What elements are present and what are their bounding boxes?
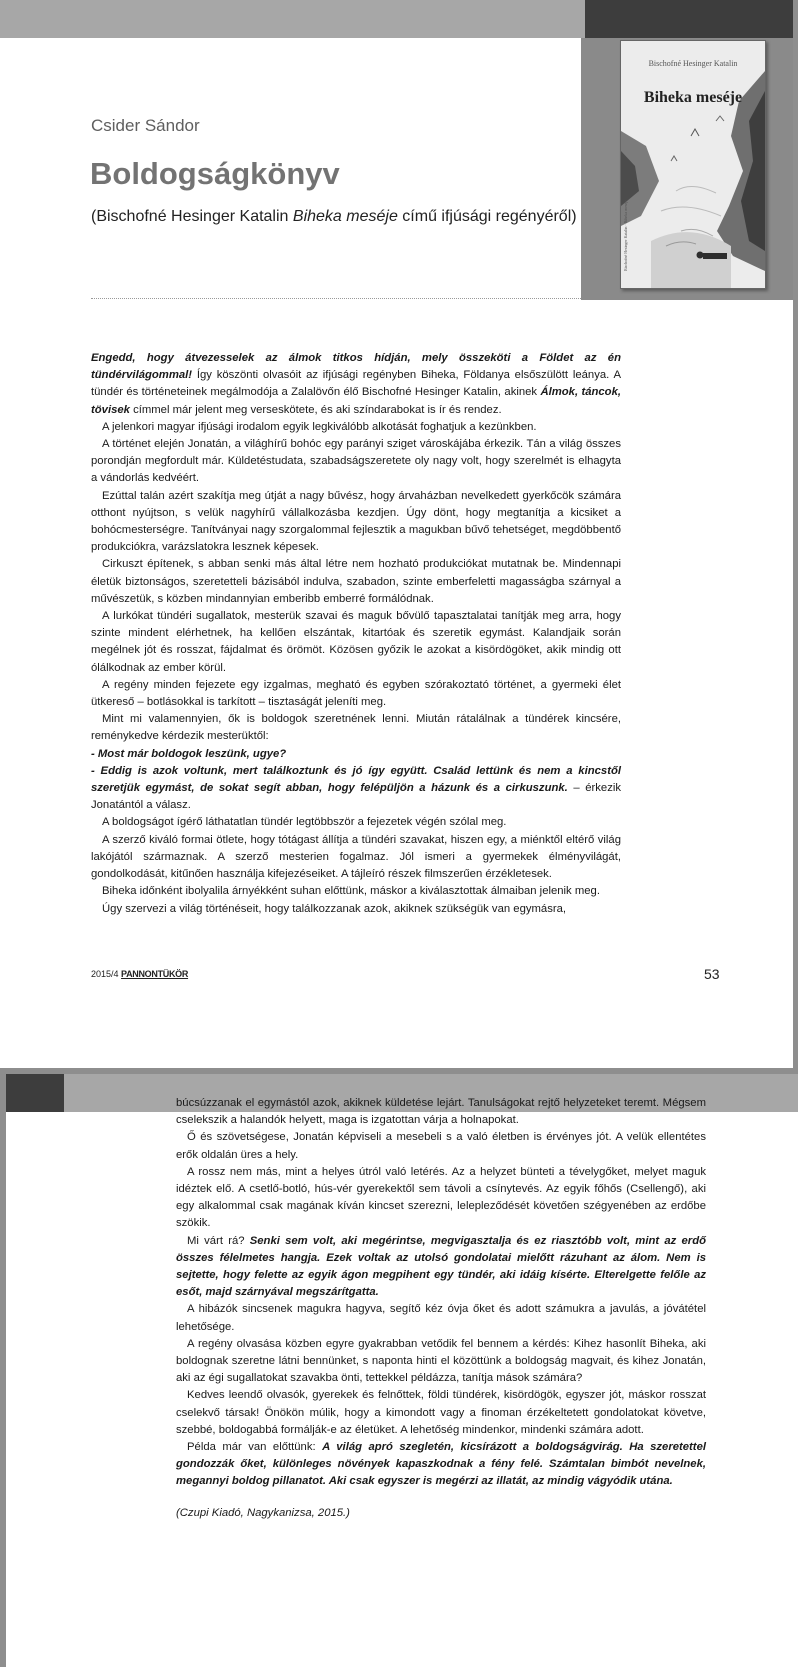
text-run: Ő és szövetségese, Jonatán képviseli a mesebeli s a való életben is érvényes jót. A velük ellentétes erők oldalán üres a hely.	[176, 1131, 706, 1161]
paragraph	[91, 711, 621, 745]
footer	[91, 969, 188, 979]
paragraph	[176, 1095, 706, 1129]
emphasis-text: Senki sem volt, aki megérintse, megvigasztalja és ez riasztóbb volt, mint az erdő összes félelmetes hangja. Ezek voltak az utolsó gondolatai mielőtt rázuhant az álom. Nem is sejtette, hogy felette az egyik ágon megpihent egy tündér, aki idáig kísérte. Elterelgette felőle az esőt, majd szárnyával megszárítgatta.	[176, 1234, 706, 1299]
paragraph	[176, 1129, 706, 1163]
cover-spine-text	[623, 171, 631, 271]
text-run: – érkezik Jonatántól a válasz.	[91, 782, 622, 812]
text-run: A lurkókat tündéri sugallatok, mesterük szavai és maguk bővülő tapasztalatai tanítják meg arra, hogy szinte mindent elérhetnek, ha kellően elszántak, kitartóak és szeretik egymást. Kalandjaik során megélnek jót és rosszat, fájdalmat és örömöt. Közösen győzik le azokat a kisördögöket, akik mindig ott ólálkodnak az ember körül.	[91, 610, 621, 674]
paragraph	[91, 832, 621, 884]
emphasis-text: A világ apró szegletén, kicsírázott a boldogságvirág. Ha szeretettel gondozzák őket, különleges növények kapaszkodnak a fény felé. Számtalan bimbót nevelnek, megannyi boldog pillanatot. Aki csak egyszer is megérzi az illatát, az mindig vágyódik utána.	[176, 1441, 706, 1488]
paragraph	[91, 488, 621, 557]
cover-author: Bischofné Hesinger Katalin	[648, 59, 738, 68]
text-run: A jelenkori magyar ifjúsági irodalom egyik legkiválóbb alkotását foghatjuk a kezünkben.	[102, 420, 537, 433]
text-run: Mint mi valamennyien, ők is boldogok szeretnének lenni. Miután rátalálnak a tündérek kincsére, reménykedve kérdezik mesterüktől:	[91, 713, 621, 743]
subtitle-pre: (Bischofné Hesinger Katalin	[91, 208, 293, 225]
paragraph	[176, 1164, 706, 1233]
text-run: búcsúzzanak el egymástól azok, akiknek küldetése lejárt. Tanulságokat rejtő helyzeteket teremt. Mégsem cselekszik a halandók helyett, maga is izgatottan várja a holnapokat.	[176, 1097, 706, 1127]
text-run: Úgy szervezi a világ történéseit, hogy találkozzanak azok, akiknek szükségük van egymásra,	[102, 902, 567, 915]
emphasis-text: Álmok, táncok, tövisek	[91, 386, 621, 416]
paragraph	[176, 1233, 706, 1302]
article-body-page2	[176, 1095, 706, 1522]
paragraph	[91, 901, 621, 918]
paragraph	[91, 419, 621, 436]
paragraph	[91, 556, 621, 608]
paragraph	[91, 814, 621, 831]
top-band-accent	[6, 1074, 64, 1112]
emphasis-text: - Eddig is azok voltunk, mert találkoztunk és jó így együtt. Család lettünk és nem a kincstől szeretjük egymást, de sokat segít abban, hogy felépüljön a házunk és a cirkuszunk.	[91, 764, 621, 795]
text-run: Biheka időnként ibolyalila árnyékként suhan előttünk, máskor a kiválasztottak álmaiban jelenik meg.	[102, 885, 600, 898]
cover-illustration	[621, 41, 765, 288]
page-54	[6, 1074, 798, 1667]
subtitle-post: című ifjúsági regényéről)	[397, 208, 577, 225]
text-run: címmel már jelent meg verseskötete, és aki színdarabokat is ír és rendez.	[129, 403, 502, 416]
magazine-name: PANNONTÜKÖR	[121, 969, 189, 979]
paragraph	[176, 1301, 706, 1335]
cover-spine-label: Bischofné Hesinger Katalin · Biheka meséje	[623, 199, 628, 271]
text-run: Így köszönti olvasóit az ifjúsági regényben Biheka, Földanya elsőszülött leánya. A tündér és történeteinek megálmodója a Zalalövőn élő Bischofné Hesinger Katalin, akinek	[91, 369, 621, 399]
paragraph	[91, 763, 621, 815]
text-run: Cirkuszt építenek, s abban senki más által létre nem hozható produkciókat mutatnak be. Mindennapi életük biztonságos, szeretetteli bázisából indulva, szabadon, szinte emberfeletti magasságba szárnyal a művészetük, s közben mindannyian emberibb emberré formálódnak.	[91, 558, 621, 605]
subtitle-italic: Biheka meséje	[292, 208, 398, 225]
text-run: A hibázók sincsenek magukra hagyva, segítő kéz óvja őket és adott számukra a javulás, a jóvátétel lehetősége.	[176, 1303, 706, 1333]
top-band-accent	[585, 0, 793, 38]
text-run: A boldogságot ígérő láthatatlan tündér legtöbbször a fejezetek végén szólal meg.	[102, 816, 507, 829]
text-run: A regény olvasása közben egyre gyakrabban vetődik fel bennem a kérdés: Kihez hasonlít Biheka, aki boldognak szeretne látni bennünket, s naponta hinti el közöttünk a boldogság magvait, és kihez Jonatán, aki az égi sugallatokat szavakba önti, tettekkel példázza, tanítja mások számára?	[176, 1337, 706, 1385]
article-body-page1	[91, 350, 621, 918]
issue-number: 2015/4	[91, 969, 119, 979]
article-subtitle	[91, 208, 577, 226]
page-number: 53	[704, 966, 720, 982]
text-run: A regény minden fejezete egy izgalmas, megható és egyben szórakoztató történet, a gyermeki élet ütkereső – botlásokkal is tarkított – tisztaságát jeleníti meg.	[91, 678, 621, 709]
text-run: Mi várt rá?	[187, 1234, 250, 1247]
article-author: Csider Sándor	[91, 116, 200, 135]
paragraph	[91, 350, 621, 419]
emphasis-text: Engedd, hogy átvezesselek az álmok titkos hídján, mely összeköti a Földet az én tündérvilágommal!	[91, 352, 621, 382]
book-source-text: (Czupi Kiadó, Nagykanizsa, 2015.)	[176, 1506, 350, 1519]
text-run: A történet elején Jonatán, a világhírű bohóc egy parányi sziget városkájába érkezik. Tán a világ összes porondján megfordult már. Küldetéstudata, szabadságszeretete oly nagy volt, hogy szerelmét is elhagyta a vándorlás kedvéért.	[91, 438, 621, 485]
book-source	[176, 1505, 706, 1522]
paragraph	[91, 608, 621, 677]
text-run: A szerző kiváló formai ötlete, hogy tótágast állítja a tündéri szavakat, hiszen egy, a miénktől eltérő világ lakójától származnak. A szerző mesterien fogalmaz. Jól ismeri a gyermekek élményvilágát, gondolkodását, kitűnően használja kifejezéseiket. A tájleíró részek filmszerűen érzékletesek.	[91, 833, 621, 881]
paragraph	[91, 883, 621, 900]
text-run: Példa már van előttünk:	[187, 1441, 323, 1454]
paragraph	[176, 1336, 706, 1388]
text-run: A rossz nem más, mint a helyes útról való letérés. Az a helyzet bünteti a tévelygőket, melyet maguk idéztek elő. A csetlő-botló, hús-vér gyerekektől sem távoli a csínytevés. Az egyik főhős (Csellengő), aki egy alkalommal csak magának kíván kincset szerezni, lelepleződését követően szégyenében az erdőbe szökik.	[176, 1165, 706, 1230]
text-run: Kedves leendő olvasók, gyerekek és felnőttek, földi tündérek, kisördögök, egyszer jót, máskor rosszat cselekvő társak! Önökön múlik, hogy a kimondott vagy a finoman érzékeltetett gondolatokat követve, szebbé, boldogabbá formálják-e az életüket. A lehetőség mindenkor, mindenki számára adott.	[176, 1389, 706, 1436]
book-cover-image	[620, 40, 766, 289]
paragraph	[91, 436, 621, 488]
paragraph	[91, 677, 621, 711]
paragraph	[91, 746, 621, 763]
paragraph	[176, 1439, 706, 1491]
text-run: Ezúttal talán azért szakítja meg útját a nagy bűvész, hogy árvaházban nevelkedett gyerkőcök számára otthont nyújtson, s velük nagyhírű vállalkozásba kezdjen. Úgy dönt, hogy megtanítja a kicsiket a bohócmesterségre. Tanítványai nagy szorgalommal fejlesztik a magukban bűvő tehetséget, megdöbbentő produkciókra, varázslatokra lesznek képesek.	[91, 489, 621, 554]
divider	[91, 298, 581, 299]
cover-title: Biheka meséje	[643, 89, 743, 106]
paragraph	[176, 1387, 706, 1439]
article-title: Boldogságkönyv	[90, 156, 340, 191]
emphasis-text: - Most már boldogok leszünk, ugye?	[91, 747, 287, 760]
